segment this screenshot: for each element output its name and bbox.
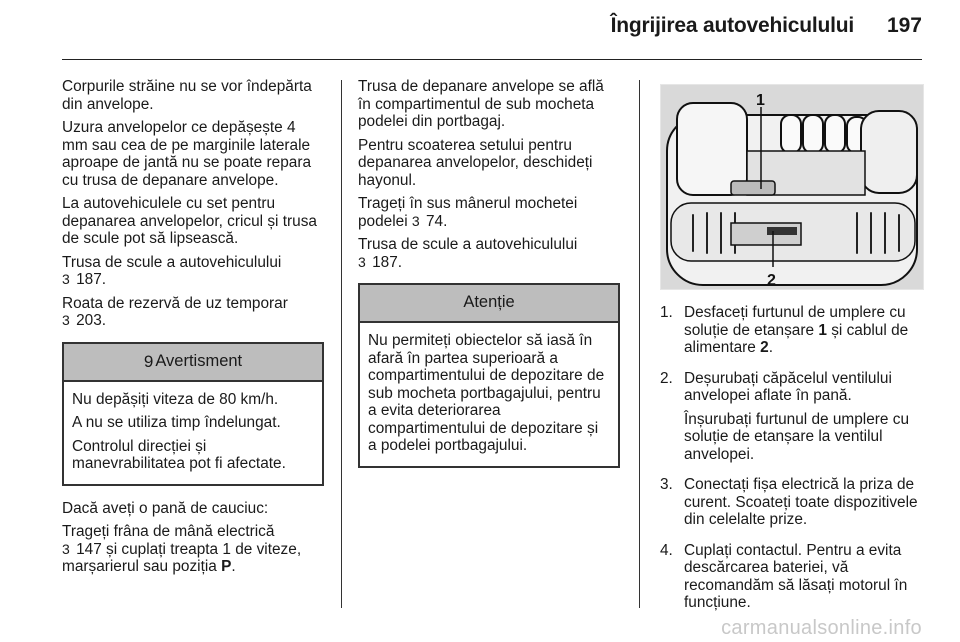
column-1 [62, 78, 324, 582]
warning-title: Avertisment [155, 351, 243, 370]
page-ref-arrow-icon: 3 [62, 271, 70, 287]
paragraph: Dacă aveți o pană de cauciuc: [62, 499, 269, 517]
page-ref-link[interactable]: 187. [76, 271, 107, 288]
warning-box [62, 342, 324, 486]
page-ref-arrow-icon: 3 [358, 253, 366, 270]
column-divider-1 [341, 80, 342, 608]
list-item: 4. Cuplați contactul. Pentru a evita descărcarea bateriei, vă recomandăm să lăsați motorul în funcțiune. [660, 541, 908, 611]
list-item: 2. Deșurubați căpăcelul ventilului anvelopei aflate în pană. Înșurubați furtunul de umplere cu soluție de etanșare la ventilul anvelopei. [660, 369, 910, 463]
warning-triangle-icon: 9 [143, 351, 154, 371]
warning-line: A nu se utiliza timp îndelungat. [72, 414, 281, 431]
callout-1-label: 1 [756, 92, 765, 109]
caution-body [360, 323, 618, 466]
warning-line: Nu depășiți viteza de 80 km/h. [72, 390, 279, 408]
tire-repair-kit-illustration [660, 84, 924, 290]
instruction-steps [660, 304, 922, 618]
page-ref-link[interactable]: 187. [372, 253, 403, 271]
page-number: 197 [886, 14, 922, 37]
column-2 [358, 78, 620, 482]
page-ref-link[interactable]: 203. [76, 312, 107, 329]
paragraph: Trusa de scule a autovehiculului 3 187. [358, 236, 578, 271]
page-ref-link[interactable]: 147 și cuplați treapta 1 de viteze, marșarierul sau poziția [62, 540, 302, 575]
paragraph: Trageți frâna de mână electrică 3 147 și cuplați treapta 1 de viteze, marșarierul sau poziția P. [62, 523, 302, 575]
list-item: 1. Desfaceți furtunul de umplere cu soluție de etanșare 1 și cablul de alimentare 2. [660, 304, 909, 356]
paragraph: Pentru scoaterea setului pentru depanarea anvelopelor, deschideți hayonul. [358, 136, 593, 189]
paragraph: Uzura anvelopelor ce depășește 4 mm sau cea de pe marginile laterale aproape de jantă nu se poate repara cu trusa de depanare anvelope. [62, 119, 312, 189]
column-divider-2 [639, 80, 640, 608]
column-3 [660, 78, 922, 625]
page-ref-arrow-icon: 3 [62, 540, 70, 557]
paragraph: Corpurile străine nu se vor îndepărta din anvelope. [62, 78, 312, 113]
paragraph: Trageți în sus mânerul mochetei podelei 3 74. [358, 195, 578, 230]
page-header-title: Îngrijirea autovehiculului [610, 14, 854, 37]
warning-body [64, 382, 322, 484]
page-ref-arrow-icon: 3 [62, 312, 70, 328]
list-item: 3. Conectați fișa electrică la priza de curent. Scoateți toate dispozitivele din celelalte prize. [660, 476, 918, 528]
warning-header [64, 344, 322, 382]
watermark: carmanualsonline.info [721, 617, 922, 639]
compressor-drawing [661, 85, 923, 289]
paragraph: La autovehiculele cu set pentru depanarea anvelopelor, cricul și trusa de scule pot să lipsească. [62, 195, 317, 247]
paragraph: Trusa de depanare anvelope se află în compartimentul de sub mocheta podelei din portbagaj. [358, 78, 604, 130]
caution-text: Nu permiteți obiectelor să iasă în afară în partea superioară a compartimentului de depozitare de sub mocheta portbagajului, pentru a evita deteriorarea compartimentului de depozitare și a podelei portbagajului. [368, 332, 605, 454]
warning-line: Controlul direcției și manevrabilitatea pot fi afectate. [72, 437, 286, 472]
caution-title: Atenție [463, 293, 515, 312]
header-rule [62, 59, 922, 60]
page-ref-link[interactable]: 74. [426, 212, 448, 230]
caution-header [360, 285, 618, 323]
paragraph: Roata de rezervă de uz temporar 3 203. [62, 294, 288, 329]
callout-2-label: 2 [767, 272, 776, 289]
paragraph: Trusa de scule a autovehiculului 3 187. [62, 253, 282, 288]
page-ref-arrow-icon: 3 [411, 212, 420, 229]
caution-box [358, 283, 620, 468]
